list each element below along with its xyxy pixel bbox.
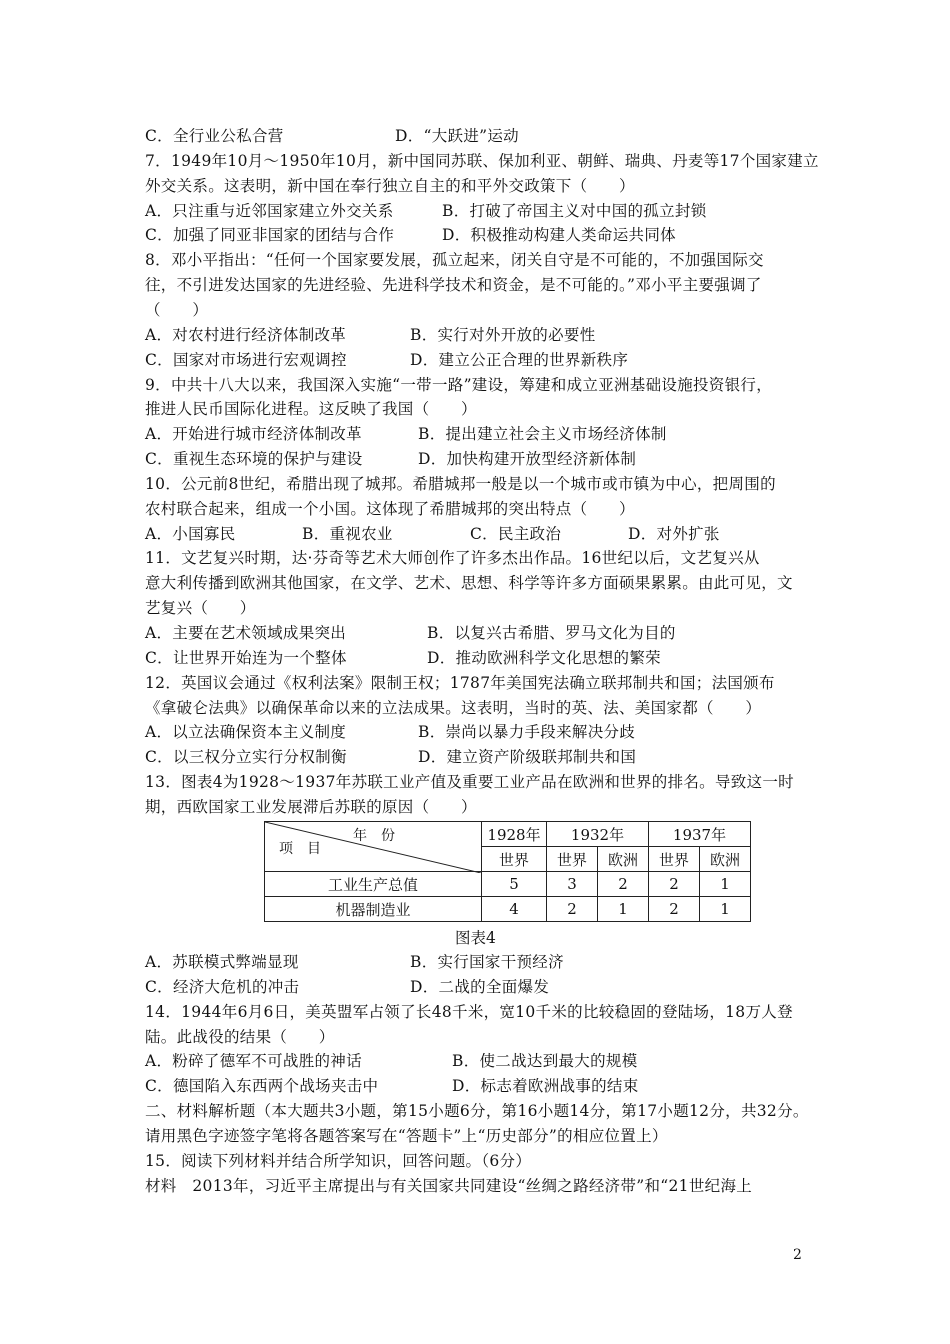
scope-header: 欧洲 [700,847,751,872]
option-text: D．对外扩张 [628,524,720,543]
option-text: B．实行国家干预经济 [410,953,564,971]
table-cell: 1 [700,897,751,922]
row-label: 工业生产总值 [265,872,482,897]
year-header: 1928年 [482,822,547,847]
diag-top-label: 年 份 [353,828,395,844]
text-line: 往，不引进发达国家的先进经验、先进科学技术和资金，是不可能的。”邓小平主要强调了 [145,276,762,295]
option-text: B．重视农业 [302,524,393,543]
text-line: 意大利传播到欧洲其他国家，在文学、艺术、思想、科学等许多方面硕果累累。由此可见，文 [145,574,793,593]
table-cell: 1 [700,872,751,897]
option-text: C．民主政治 [470,524,562,543]
text-line: A．主要在艺术领域成果突出 [145,624,347,642]
table-cell: 1 [598,897,649,922]
option-text: D．积极推动构建人类命运共同体 [442,226,676,245]
table-row [265,872,751,897]
text-line: 推进人民币国际化进程。这反映了我国（ ） [145,400,477,419]
text-line: 14．1944年6月6日，美英盟军占领了长48千米，宽10千米的比较稳固的登陆场，18万人登 [145,1002,793,1021]
year-header: 1932年 [547,822,649,847]
option-text: D．推动欧洲科学文化思想的繁荣 [427,648,661,667]
text-line: C．国家对市场进行宏观调控 [145,350,347,369]
text-line: A．开始进行城市经济体制改革 [145,425,362,444]
option-text: B．崇尚以暴力手段来解决分歧 [418,723,636,742]
table-cell: 4 [482,897,547,922]
option-text: D．标志着欧洲战事的结束 [452,1077,639,1096]
scope-header: 世界 [649,847,700,872]
text-line: 8．邓小平指出：“任何一个国家要发展，孤立起来，闭关自守是不可能的，不加强国际交 [145,251,764,270]
scope-header: 世界 [547,847,598,872]
text-line: 艺复兴（ ） [145,599,256,618]
table-row [265,897,751,922]
table-cell: 5 [482,872,547,897]
scope-header: 欧洲 [598,847,649,872]
option-text: D．建立资产阶级联邦制共和国 [418,748,637,767]
statistics-table [264,821,751,922]
option-text: B．实行对外开放的必要性 [410,325,596,344]
text-line: 《拿破仑法典》以确保革命以来的立法成果。这表明，当时的英、法、美国家都（ ） [145,698,762,717]
scope-header: 世界 [482,847,547,872]
option-text: D．建立公正合理的世界新秩序 [410,350,629,369]
text-line: 7．1949年10月～1950年10月，新中国同苏联、保加利亚、朝鲜、瑞典、丹麦等17个国家建立 [145,151,819,170]
option-text: B．以复兴古希腊、罗马文化为目的 [427,624,676,642]
text-line: A．粉碎了德军不可战胜的神话 [145,1052,362,1071]
text-line: 材料 2013年，习近平主席提出与有关国家共同建设“丝绸之路经济带”和“21世纪海上 [145,1176,753,1195]
text-line: C．全行业公私合营 [145,127,284,145]
text-line: 请用黑色字迹签字笔将各题答案写在“答题卡”上“历史部分”的相应位置上） [145,1126,668,1145]
page-number: 2 [793,1247,802,1263]
table-cell: 2 [598,872,649,897]
option-text: D．“大跃进”运动 [395,127,519,145]
text-line: 二、材料解析题（本大题共3小题，第15小题6分，第16小题14分，第17小题12分，共32分。 [145,1102,809,1121]
diag-bottom-label: 项 目 [279,841,321,857]
text-line: A．对农村进行经济体制改革 [145,325,347,344]
option-text: B．提出建立社会主义市场经济体制 [418,425,667,444]
year-header: 1937年 [649,822,751,847]
table-cell: 2 [547,897,598,922]
text-line: 外交关系。这表明，新中国在奉行独立自主的和平外交政策下（ ） [145,176,635,195]
text-line: 10．公元前8世纪，希腊出现了城邦。希腊城邦一般是以一个城市或市镇为中心，把周围的 [145,474,776,493]
text-line: C．以三权分立实行分权制衡 [145,748,347,767]
table-caption: 图表4 [455,929,496,947]
table-cell: 2 [649,872,700,897]
table-cell: 2 [649,897,700,922]
text-line: A．只注重与近邻国家建立外交关系 [145,201,394,220]
row-label: 机器制造业 [265,897,482,922]
text-line: 13．图表4为1928～1937年苏联工业产值及重要工业产品在欧洲和世界的排名。导致这一时 [145,773,794,792]
option-text: B．使二战达到最大的规模 [452,1052,638,1071]
text-line: A．苏联模式弊端显现 [145,953,299,971]
option-text: D．二战的全面爆发 [410,977,550,996]
text-line: 9．中共十八大以来，我国深入实施“一带一路”建设，筹建和成立亚洲基础设施投资银行， [145,375,773,394]
text-line: C．经济大危机的冲击 [145,977,300,996]
diagonal-header-cell [265,822,482,872]
text-line: C．让世界开始连为一个整体 [145,648,347,667]
text-line: 期，西欧国家工业发展滞后苏联的原因（ ） [145,797,477,816]
text-line: 农村联合起来，组成一个小国。这体现了希腊城邦的突出特点（ ） [145,499,635,518]
text-line: A．以立法确保资本主义制度 [145,723,347,742]
text-line: 12．英国议会通过《权利法案》限制王权；1787年美国宪法确立联邦制共和国；法国颁布 [145,673,775,692]
table-cell: 3 [547,872,598,897]
text-line: C．加强了同亚非国家的团结与合作 [145,226,395,245]
option-text: B．打破了帝国主义对中国的孤立封锁 [442,201,707,220]
text-line: （ ） [145,300,209,319]
text-line: 15．阅读下列材料并结合所学知识，回答问题。（6分） [145,1151,532,1170]
option-text: D．加快构建开放型经济新体制 [418,450,637,469]
text-line: 陆。此战役的结果（ ） [145,1027,335,1046]
text-line: A．小国寡民 [145,524,236,543]
text-line: 11．文艺复兴时期，达·芬奇等艺术大师创作了许多杰出作品。16世纪以后，文艺复兴从 [145,549,760,568]
text-line: C．重视生态环境的保护与建设 [145,450,363,469]
text-line: C．德国陷入东西两个战场夹击中 [145,1077,379,1096]
